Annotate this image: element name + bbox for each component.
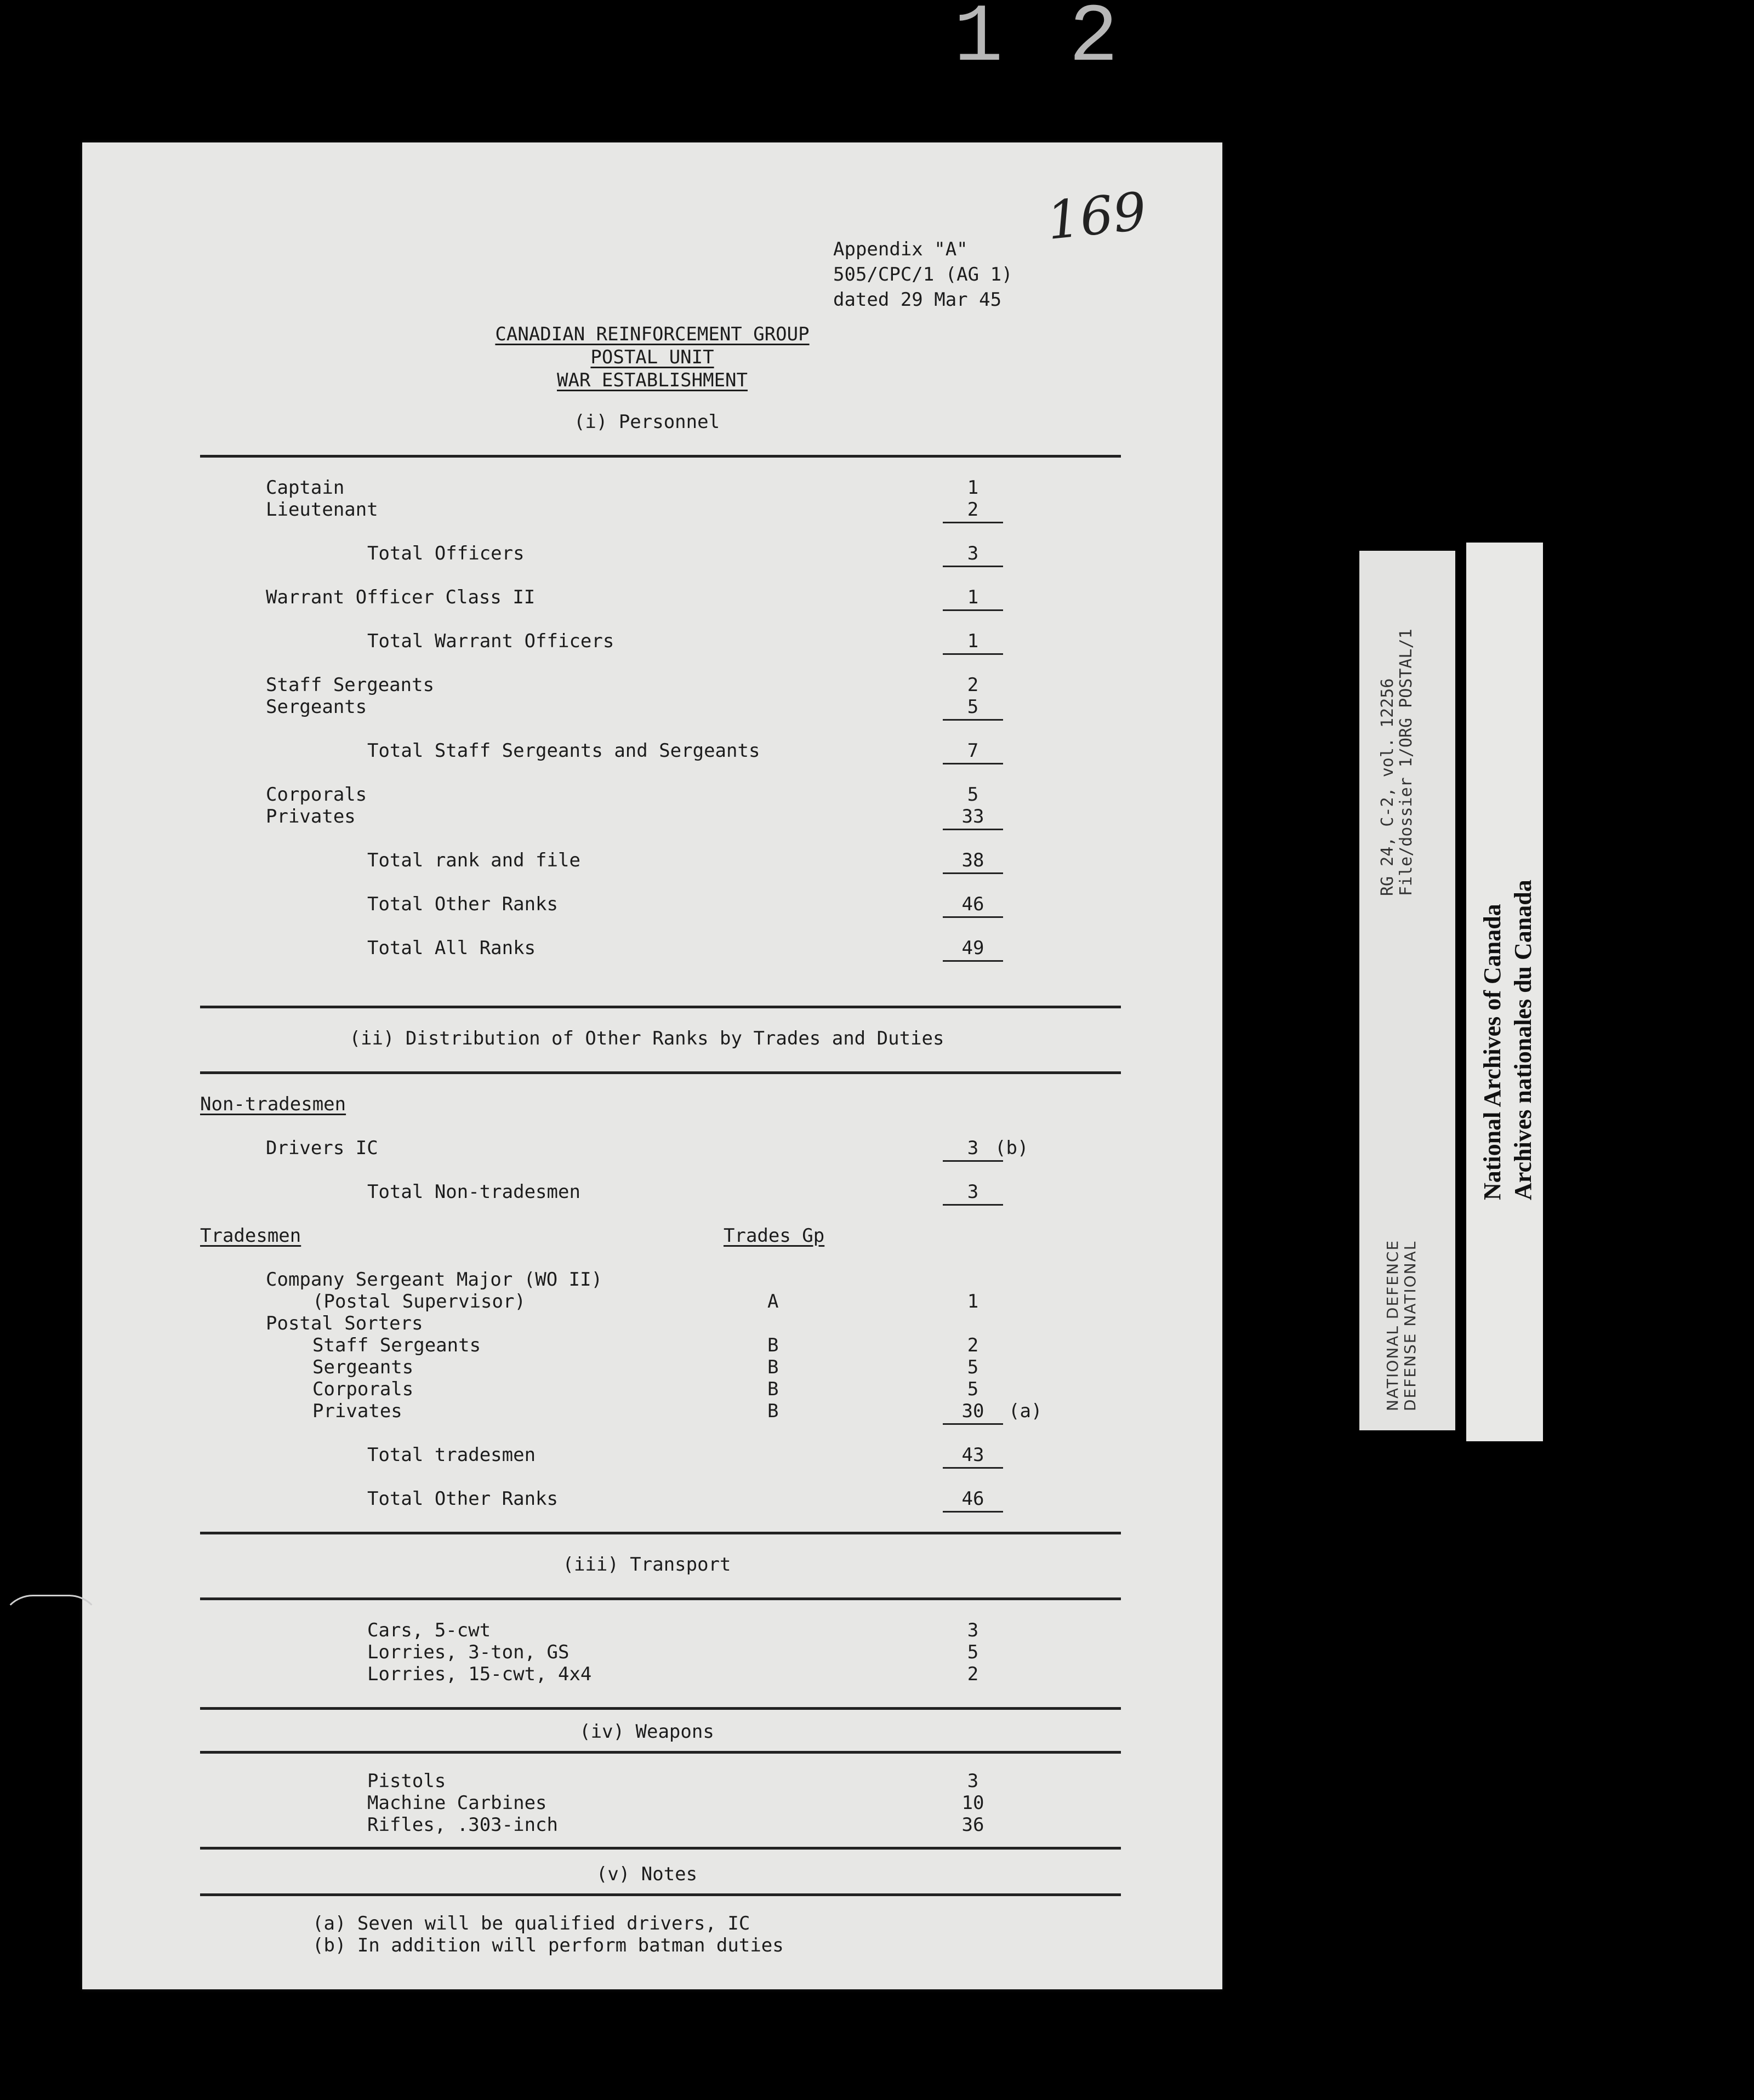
total-value: 38: [943, 849, 1003, 874]
total-value: 1: [943, 630, 1003, 655]
row-value: 10: [961, 1792, 984, 1814]
row-label: Machine Carbines: [367, 1792, 547, 1814]
row-value: 5: [967, 1641, 979, 1663]
reference-appendix: Appendix "A": [833, 238, 968, 260]
row-value: 2: [967, 674, 979, 696]
title-line-1: CANADIAN REINFORCEMENT GROUP: [495, 323, 810, 345]
row-label: Lieutenant: [266, 499, 378, 521]
subheading-tradesmen: Tradesmen: [200, 1225, 301, 1247]
total-value: 3: [943, 543, 1003, 567]
archive-ref-file: File/dossier 1/ORG POSTAL/1: [1397, 629, 1416, 896]
total-value: 7: [943, 740, 1003, 764]
frame-number: 12: [954, 0, 1184, 85]
row-label: Captain: [266, 477, 345, 499]
department-french: DEFENSE NATIONAL: [1401, 1240, 1419, 1411]
row-value: 3: [943, 1137, 1003, 1162]
row-value: 1: [967, 477, 979, 499]
divider: [200, 1532, 1121, 1534]
row-label: Privates: [266, 806, 356, 828]
divider: [200, 1893, 1121, 1896]
archive-name-english: National Archives of Canada: [1479, 904, 1506, 1200]
department-english: NATIONAL DEFENCE: [1383, 1239, 1402, 1411]
row-value: 30: [943, 1400, 1003, 1425]
total-value: 46: [943, 893, 1003, 918]
row-label: Pistols: [367, 1770, 446, 1792]
department-text: [1384, 1240, 1419, 1411]
total-value: 3: [943, 1181, 1003, 1206]
row-value: 2: [967, 1334, 979, 1356]
total-label: Total rank and file: [367, 849, 580, 871]
row-label: Corporals: [312, 1378, 414, 1400]
reference-date: dated 29 Mar 45: [833, 289, 1002, 311]
row-value: 5: [967, 1356, 979, 1378]
trade-group: B: [767, 1334, 779, 1356]
row-label: Company Sergeant Major (WO II): [266, 1269, 603, 1291]
row-value: 3: [967, 1619, 979, 1641]
subheading-non-tradesmen: Non-tradesmen: [200, 1093, 346, 1115]
row-label: Drivers IC: [266, 1137, 378, 1159]
total-label: Total tradesmen: [367, 1444, 536, 1466]
row-label: Sergeants: [266, 696, 367, 718]
row-value: 2: [943, 499, 1003, 523]
divider: [200, 455, 1121, 458]
note-b: (b) In addition will perform batman duties: [312, 1934, 784, 1956]
section-weapons-heading: (iv) Weapons: [579, 1721, 714, 1743]
divider: [200, 1847, 1121, 1850]
total-value: 49: [943, 937, 1003, 962]
row-label: Lorries, 15-cwt, 4x4: [367, 1663, 592, 1685]
row-label: Warrant Officer Class II: [266, 586, 536, 608]
archive-reference-text: [1379, 629, 1416, 896]
total-label: Total Non-tradesmen: [367, 1181, 580, 1203]
row-label: Staff Sergeants: [312, 1334, 481, 1356]
trade-group: B: [767, 1378, 779, 1400]
total-label: Total Warrant Officers: [367, 630, 614, 652]
note-a: (a) Seven will be qualified drivers, IC: [312, 1913, 750, 1934]
trade-group: A: [767, 1291, 779, 1312]
total-label: Total Officers: [367, 543, 525, 564]
row-value: 5: [967, 1378, 979, 1400]
row-label: (Postal Supervisor): [312, 1291, 526, 1312]
section-transport-heading: (iii) Transport: [562, 1554, 731, 1576]
row-value: 3: [967, 1770, 979, 1792]
row-label: Sergeants: [312, 1356, 414, 1378]
row-label: Cars, 5-cwt: [367, 1619, 491, 1641]
handwritten-page-number: 169: [1044, 181, 1149, 252]
column-header-trades-group: Trades Gp: [724, 1225, 825, 1247]
note-marker: (a): [1009, 1400, 1043, 1422]
title-line-2: POSTAL UNIT: [590, 346, 714, 368]
film-artefact: [0, 1595, 102, 1664]
section-notes-heading: (v) Notes: [596, 1863, 698, 1885]
divider: [200, 1751, 1121, 1754]
total-label: Total All Ranks: [367, 937, 536, 959]
reference-block: [833, 237, 1013, 312]
archive-name-french: Archives nationales du Canada: [1510, 880, 1536, 1200]
trade-group: B: [767, 1400, 779, 1422]
row-label: Privates: [312, 1400, 402, 1422]
divider: [200, 1006, 1121, 1008]
section-personnel-heading: (i) Personnel: [573, 411, 720, 433]
row-label: Staff Sergeants: [266, 674, 435, 696]
archive-name-label: [1466, 543, 1543, 1441]
row-label: Rifles, .303-inch: [367, 1814, 558, 1836]
title-line-3: WAR ESTABLISHMENT: [557, 369, 748, 391]
total-label: Total Staff Sergeants and Sergeants: [367, 740, 760, 762]
row-value: 5: [967, 784, 979, 806]
row-label: Postal Sorters: [266, 1312, 423, 1334]
row-value: 1: [967, 1291, 979, 1312]
row-value: 1: [943, 586, 1003, 611]
total-label: Total Other Ranks: [367, 1488, 558, 1510]
total-label: Total Other Ranks: [367, 893, 558, 915]
divider: [200, 1597, 1121, 1600]
total-value: 43: [943, 1444, 1003, 1469]
row-label: Corporals: [266, 784, 367, 806]
section-distribution-heading: (ii) Distribution of Other Ranks by Trades and Duties: [349, 1028, 944, 1049]
row-value: 5: [943, 696, 1003, 721]
trade-group: B: [767, 1356, 779, 1378]
archive-ref-volume: RG 24, C-2, vol. 12256: [1378, 678, 1397, 896]
row-value: 2: [967, 1663, 979, 1685]
note-marker: (b): [995, 1137, 1029, 1159]
archive-name-text: [1477, 880, 1539, 1200]
document-page: [82, 142, 1222, 1989]
divider: [200, 1707, 1121, 1710]
total-value: 46: [943, 1488, 1003, 1513]
divider: [200, 1071, 1121, 1074]
row-value: 36: [961, 1814, 984, 1836]
row-value: 33: [943, 806, 1003, 830]
archive-reference-label: [1359, 551, 1455, 1430]
reference-file: 505/CPC/1 (AG 1): [833, 264, 1013, 286]
row-label: Lorries, 3-ton, GS: [367, 1641, 570, 1663]
